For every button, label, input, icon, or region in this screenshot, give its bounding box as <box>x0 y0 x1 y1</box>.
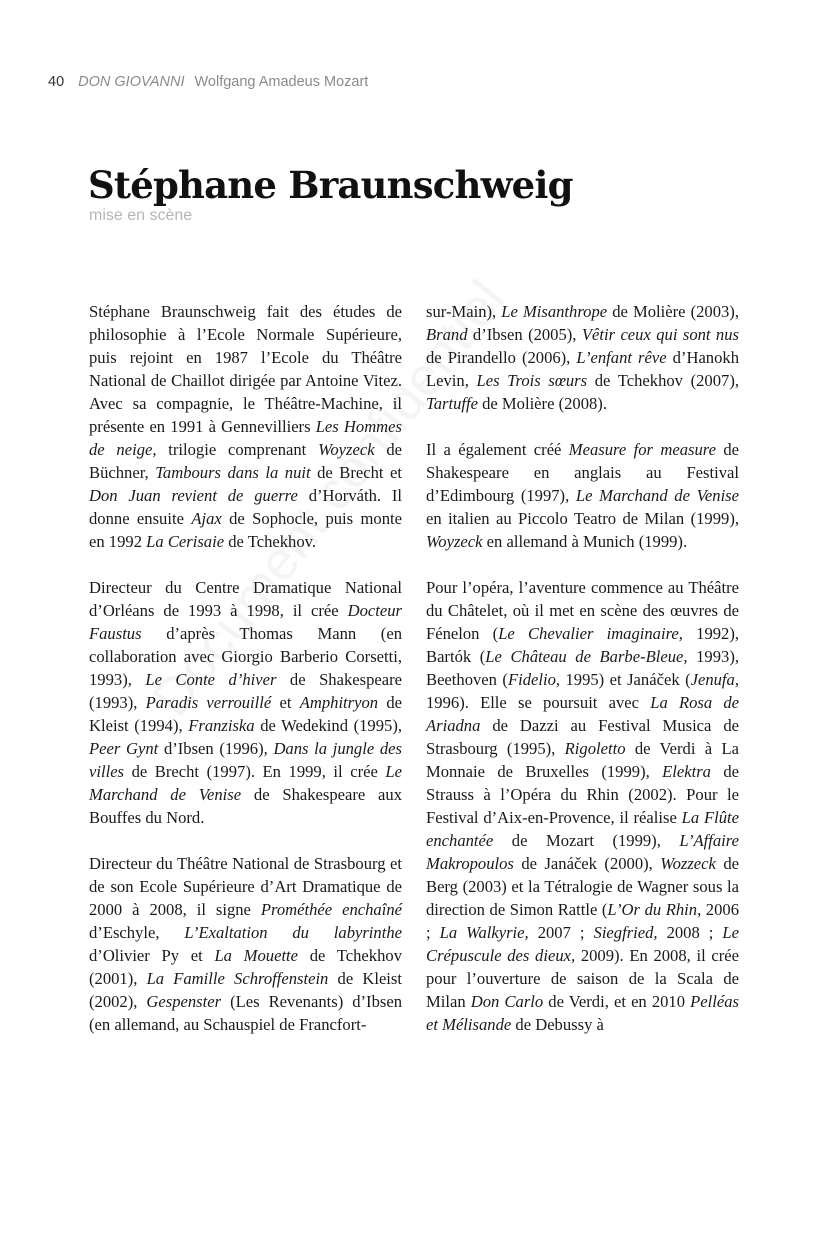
italic-title: Rigoletto <box>564 739 626 758</box>
text-run: Directeur du Centre Dramatique National d’Orléans de 1993 à 1998, il crée <box>89 578 402 620</box>
italic-title: Vêtir ceux qui sont nus <box>581 325 739 344</box>
italic-title: Ajax <box>191 509 222 528</box>
italic-title: Brand <box>426 325 468 344</box>
text-run: de Berg (2003) et la Tétralogie de Wagner sous la direction de Simon Rattle ( <box>426 854 740 919</box>
italic-title: Woyzeck <box>426 532 483 551</box>
text-run: d’après Thomas Mann (en collaboration avec Giorgio Barberio Corsetti, 1993), <box>89 624 402 689</box>
text-run: (Les Revenants) d’Ibsen (en allemand, au Schauspiel de Francfort- <box>89 992 402 1034</box>
italic-title: Don Juan revient de guerre <box>89 486 298 505</box>
italic-title: Pelléas et Mélisande <box>426 992 739 1034</box>
page-title: Stéphane Braunschweig <box>88 163 573 207</box>
italic-title: Gespenster <box>146 992 222 1011</box>
text-run: de Shakespeare aux Bouffes du Nord. <box>89 785 402 827</box>
italic-title: Fidelio, <box>507 670 561 689</box>
text-run: de Brecht et <box>310 463 402 482</box>
text-run: et <box>271 693 300 712</box>
text-run: trilogie comprenant <box>156 440 319 459</box>
italic-title: Siegfried, <box>593 923 658 942</box>
italic-title: Elektra <box>662 762 711 781</box>
italic-title: Wozzeck <box>660 854 716 873</box>
text-run: de Debussy à <box>511 1015 604 1034</box>
text-run: Stéphane Braunschweig fait des études de philosophie à l’Ecole Normale Supérieure, puis rejoint en 1987 l’Ecole du Théâtre National de Chaillot dirigée par Antoine Vitez. Avec sa compagnie, le Théâtre-Machine, il présente en 1991 à Gennevilliers <box>89 302 402 436</box>
text-run: de Pirandello (2006), <box>426 348 577 367</box>
italic-title: Tambours dans la nuit <box>155 463 311 482</box>
text-run: de Tchekhov (2007), <box>587 371 739 390</box>
text-run: de Verdi à La Monnaie de Bruxelles (1999), <box>426 739 739 781</box>
opera-title: DON GIOVANNI <box>78 74 185 90</box>
italic-title: Paradis verrouillé <box>145 693 272 712</box>
italic-title: Measure for measure <box>568 440 716 459</box>
italic-title: Peer Gynt <box>89 739 159 758</box>
italic-title: Le Château de Barbe-Bleue, <box>485 647 688 666</box>
paragraph <box>426 576 739 1036</box>
text-run: de Kleist (2002), <box>89 969 402 1011</box>
text-run: de Molière (2003), <box>607 302 739 321</box>
text-run: Pour l’opéra, l’aventure commence au Théâtre du Châtelet, où il met en scène des œuvres de Fénelon ( <box>426 578 739 643</box>
paragraph <box>89 576 402 829</box>
italic-title: Amphitryon <box>299 693 379 712</box>
italic-title: Dans la jungle des villes <box>89 739 402 781</box>
page-subtitle: mise en scène <box>89 207 193 224</box>
italic-title: Woyzeck <box>318 440 375 459</box>
page-number: 40 <box>48 74 65 90</box>
text-run: d’Olivier Py et <box>89 946 215 965</box>
italic-title: L’Or du Rhin, <box>607 900 702 919</box>
italic-title: Le Crépuscule des dieux, <box>426 923 739 965</box>
paragraph <box>426 438 739 553</box>
text-run: de Strauss à l’Opéra du Rhin (2002). Pour le Festival d’Aix-en-Provence, il réalise <box>426 762 740 827</box>
text-run: 2006 ; <box>426 900 739 942</box>
text-run: Il a également créé <box>426 440 569 459</box>
italic-title: Jenufa, <box>690 670 739 689</box>
text-run: de Mozart (1999), <box>493 831 680 850</box>
text-run: de Janáček (2000), <box>513 854 661 873</box>
paragraph <box>89 852 402 1036</box>
italic-title: Franziska <box>188 716 255 735</box>
text-run: 1993), Beethoven ( <box>426 647 739 689</box>
text-run: d’Eschyle, <box>89 923 185 942</box>
composer-name: Wolfgang Amadeus Mozart <box>194 74 369 90</box>
text-run: de Tchekhov (2001), <box>89 946 402 988</box>
italic-title: La Famille Schroffenstein <box>146 969 329 988</box>
text-run: 2009). En 2008, il crée pour l’ouverture de saison de la Scala de Milan <box>426 946 739 1011</box>
text-run: Directeur du Théâtre National de Strasbourg et de son Ecole Supérieure d’Art Dramatique de 2000 à 2008, il signe <box>89 854 402 919</box>
paragraph <box>89 300 402 553</box>
italic-title: La Rosa de Ariadna <box>426 693 740 735</box>
italic-title: Docteur Faustus <box>89 601 402 643</box>
text-run: sur-Main), <box>426 302 502 321</box>
text-run: de Shakespeare en anglais au Festival d’Edimbourg (1997), <box>426 440 740 505</box>
text-run: d’Horváth. Il donne ensuite <box>89 486 403 528</box>
italic-title: Le Marchand de Venise <box>575 486 740 505</box>
text-run: de Sophocle, puis monte en 1992 <box>89 509 402 551</box>
text-run: d’Hanokh Levin, <box>426 348 739 390</box>
text-run: de Dazzi au Festival Musica de Strasbourg (1995), <box>426 716 739 758</box>
text-run: de Büchner, <box>89 440 403 482</box>
text-run: de Molière (2008). <box>477 394 607 413</box>
italic-title: Le Misanthrope <box>501 302 608 321</box>
text-run: 2008 ; <box>657 923 723 942</box>
right-column <box>426 300 739 1059</box>
text-run: 1992), Bartók ( <box>426 624 740 666</box>
italic-title: La Mouette <box>214 946 299 965</box>
italic-title: Le Chevalier imaginaire, <box>498 624 683 643</box>
italic-title: Le Conte d’hiver <box>145 670 277 689</box>
text-run: 2007 ; <box>528 923 594 942</box>
text-run: de Brecht (1997). En 1999, il crée <box>124 762 386 781</box>
left-column <box>89 300 402 1059</box>
text-run: en italien au Piccolo Teatro de Milan (1999), <box>426 509 739 528</box>
italic-title: L’Exaltation du labyrinthe <box>184 923 402 942</box>
italic-title: Le Marchand de Venise <box>89 762 402 804</box>
italic-title: Les Trois sœurs <box>476 371 588 390</box>
text-run: de Tchekhov. <box>224 532 316 551</box>
text-run: de Shakespeare (1993), <box>89 670 402 712</box>
italic-title: Les Hommes de neige, <box>89 417 402 459</box>
italic-title: La Flûte enchantée <box>426 808 739 850</box>
text-run: de Verdi, et en 2010 <box>543 992 691 1011</box>
text-run: d’Ibsen (1996), <box>158 739 274 758</box>
text-run: 1995) et Janáček ( <box>560 670 691 689</box>
text-run: en allemand à Munich (1999). <box>482 532 688 551</box>
italic-title: La Cerisaie <box>146 532 225 551</box>
text-run: de Kleist (1994), <box>89 693 402 735</box>
running-header <box>48 74 368 90</box>
italic-title: Prométhée enchaîné <box>260 900 402 919</box>
text-run: d’Ibsen (2005), <box>467 325 582 344</box>
italic-title: Tartuffe <box>426 394 478 413</box>
text-run: 1996). Elle se poursuit avec <box>426 693 651 712</box>
italic-title: La Walkyrie, <box>439 923 529 942</box>
paragraph <box>426 300 739 415</box>
italic-title: L’enfant rêve <box>576 348 667 367</box>
italic-title: L’Affaire Makropoulos <box>426 831 739 873</box>
italic-title: Don Carlo <box>470 992 544 1011</box>
text-run: de Wedekind (1995), <box>254 716 402 735</box>
